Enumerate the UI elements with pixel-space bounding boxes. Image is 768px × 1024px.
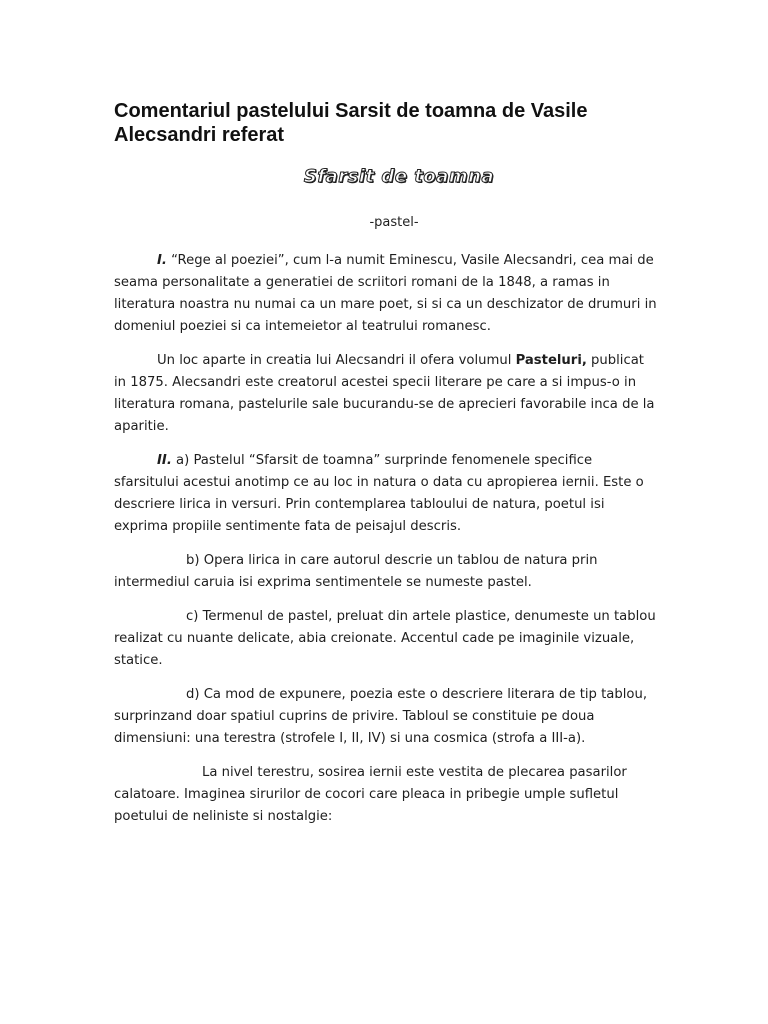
section-marker-2: II.	[157, 453, 172, 468]
poem-title	[0, 166, 768, 187]
document-title: Comentariul pastelului Sarsit de toamna de Vasile Alecsandri referat	[114, 100, 588, 146]
paragraph-4: b) Opera lirica in care autorul descrie un tablou de natura prin intermediul caruia isi exprima sentimentele se numeste pastel.	[114, 553, 598, 590]
genre-subtitle	[0, 215, 768, 230]
genre-subtitle-text: -pastel-	[369, 215, 419, 230]
volume-name: Pasteluri,	[515, 353, 587, 368]
paragraph-2-text-after: publicat in 1875. Alecsandri este creatorul acestei specii literare pe care a si impus-o in literatura romana, pastelurile sale bucurandu-se de aprecieri favorabile inca de la aparitie.	[114, 353, 655, 434]
paragraph-1-text: “Rege al poeziei”, cum l-a numit Eminescu, Vasile Alecsandri, cea mai de seama personalitate a generatiei de scriitori romani de la 1848, a ramas in literatura noastra nu numai ca un mare poet, si si ca un deschizator de drumuri in domeniul poeziei si ca intemeietor al teatrului romanesc.	[114, 253, 657, 334]
document-body	[114, 250, 659, 840]
paragraph-2	[114, 350, 659, 438]
paragraph-2-text-before: Un loc aparte in creatia lui Alecsandri il ofera volumul	[157, 353, 516, 368]
paragraph-7: La nivel terestru, sosirea iernii este vestita de plecarea pasarilor calatoare. Imaginea sirurilor de cocori care pleaca in pribegie umple sufletul poetului de neliniste si nostalgie:	[114, 765, 627, 824]
paragraph-3-text: a) Pastelul “Sfarsit de toamna” surprinde fenomenele specifice sfarsitului acestui anotimp ce au loc in natura o data cu apropierea iernii. Este o descriere lirica in versuri. Prin contemplarea tabloului de natura, poetul isi exprima propiile sentimente fata de peisajul descris.	[114, 453, 644, 534]
paragraph-5: c) Termenul de pastel, preluat din artele plastice, denumeste un tablou realizat cu nuante delicate, abia creionate. Accentul cade pe imaginile vizuale, statice.	[114, 609, 656, 668]
paragraph-6: d) Ca mod de expunere, poezia este o descriere literara de tip tablou, surprinzand doar spatiul cuprins de privire. Tabloul se constituie pe doua dimensiuni: una terestra (strofele I, II, IV) si una cosmica (strofa a III-a).	[114, 687, 648, 746]
poem-title-text: Sfarsit de toamna	[303, 166, 495, 187]
paragraph-3	[114, 450, 659, 538]
section-marker-1: I.	[157, 253, 167, 268]
paragraph-1	[114, 250, 659, 338]
